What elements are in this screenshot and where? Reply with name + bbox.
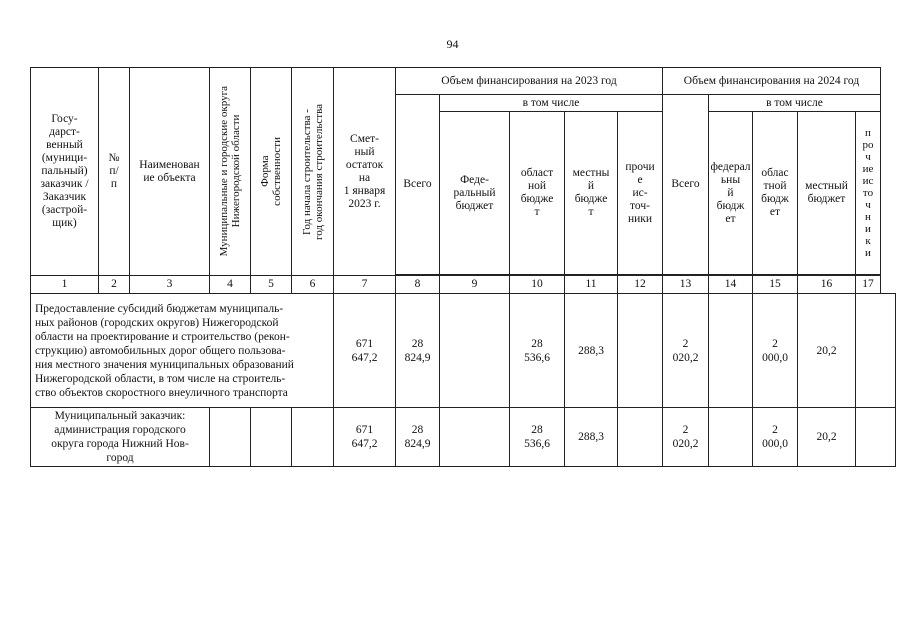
row-total-2024: 2 020,2 — [663, 408, 709, 467]
colnum: 12 — [618, 276, 663, 294]
colnum: 17 — [856, 276, 881, 294]
row-federal-2024 — [709, 294, 753, 408]
colnum: 2 — [99, 276, 130, 294]
header-regional-2023: област ной бюдже т — [510, 112, 565, 275]
row-local-2024: 20,2 — [798, 408, 856, 467]
colnum: 15 — [753, 276, 798, 294]
row-total-2023: 28 824,9 — [396, 294, 440, 408]
row-local-2023: 288,3 — [565, 408, 618, 467]
header-federal-2024: федерал ьны й бюдж ет — [709, 112, 753, 275]
row-estimate: 671 647,2 — [334, 294, 396, 408]
table-row — [31, 408, 896, 467]
header-local-2023: местны й бюдже т — [565, 112, 618, 275]
colnum: 6 — [292, 276, 334, 294]
row-total-2024: 2 020,2 — [663, 294, 709, 408]
colnum: 14 — [709, 276, 753, 294]
header-incl-2023: в том числе — [440, 95, 663, 112]
header-incl-2024: в том числе — [709, 95, 881, 112]
header-customer: Госу- дарст- венный (муници- пальный) заказчик / Заказчик (застрой- щик) — [31, 68, 99, 276]
header-other-2023: прочи е ис- точ- ники — [618, 112, 663, 275]
row-other-2024 — [856, 294, 896, 408]
row-federal-2024 — [709, 408, 753, 467]
colnum: 8 — [396, 276, 440, 294]
row-other-2024 — [856, 408, 896, 467]
header-object-name: Наименован ие объекта — [130, 68, 210, 276]
colnum: 7 — [334, 276, 396, 294]
row-federal-2023 — [440, 294, 510, 408]
page-number: 94 — [446, 37, 459, 51]
colnum: 10 — [510, 276, 565, 294]
header-estimate: Смет- ный остаток на 1 января 2023 г. — [334, 68, 396, 276]
row-federal-2023 — [440, 408, 510, 467]
row-municipality — [210, 408, 251, 467]
row-label: Предоставление субсидий бюджетам муниципаль- ных районов (городских округов) Нижегородской области на проектирование и строительство (рекон- струкцию) автомобильных дорог общего пользова- ния местного значения муниципальных образований Нижегородской области, в том числе на строитель- ство объектов скоростного внеуличного транспорта — [31, 294, 334, 408]
colnum: 5 — [251, 276, 292, 294]
row-regional-2024: 2 000,0 — [753, 294, 798, 408]
row-total-2023: 28 824,9 — [396, 408, 440, 467]
header-other-2024: п ро ч ие ис то ч н и к и — [856, 112, 881, 275]
row-regional-2024: 2 000,0 — [753, 408, 798, 467]
colnum: 11 — [565, 276, 618, 294]
row-estimate: 671 647,2 — [334, 408, 396, 467]
colnum: 1 — [31, 276, 99, 294]
row-other-2023 — [618, 294, 663, 408]
header-municipalities: Муниципальные и городские округа Нижегородской области — [210, 68, 251, 276]
header-years: Год начала строительства - год окончания строительства — [292, 68, 334, 276]
row-other-2023 — [618, 408, 663, 467]
row-ownership — [251, 408, 292, 467]
header-group-2023: Объем финансирования на 2023 год — [396, 68, 663, 95]
row-years — [292, 408, 334, 467]
header-ownership: Форма собственности — [251, 68, 292, 276]
colnum: 4 — [210, 276, 251, 294]
financing-table — [30, 67, 896, 467]
row-regional-2023: 28 536,6 — [510, 294, 565, 408]
row-local-2024: 20,2 — [798, 294, 856, 408]
header-total-2023: Всего — [396, 95, 440, 275]
header-regional-2024: облас тной бюдж ет — [753, 112, 798, 275]
colnum: 13 — [663, 276, 709, 294]
header-total-2024: Всего — [663, 95, 709, 275]
header-local-2024: местный бюджет — [798, 112, 856, 275]
row-regional-2023: 28 536,6 — [510, 408, 565, 467]
colnum: 3 — [130, 276, 210, 294]
table-row — [31, 294, 896, 408]
colnum: 9 — [440, 276, 510, 294]
column-numbers-row — [31, 276, 896, 294]
header-federal-2023: Феде- ральный бюджет — [440, 112, 510, 275]
row-local-2023: 288,3 — [565, 294, 618, 408]
header-group-2024: Объем финансирования на 2024 год — [663, 68, 881, 95]
row-customer-label: Муниципальный заказчик: администрация городского округа города Нижний Нов- город — [31, 408, 210, 467]
header-num: № п/ п — [99, 68, 130, 276]
colnum: 16 — [798, 276, 856, 294]
